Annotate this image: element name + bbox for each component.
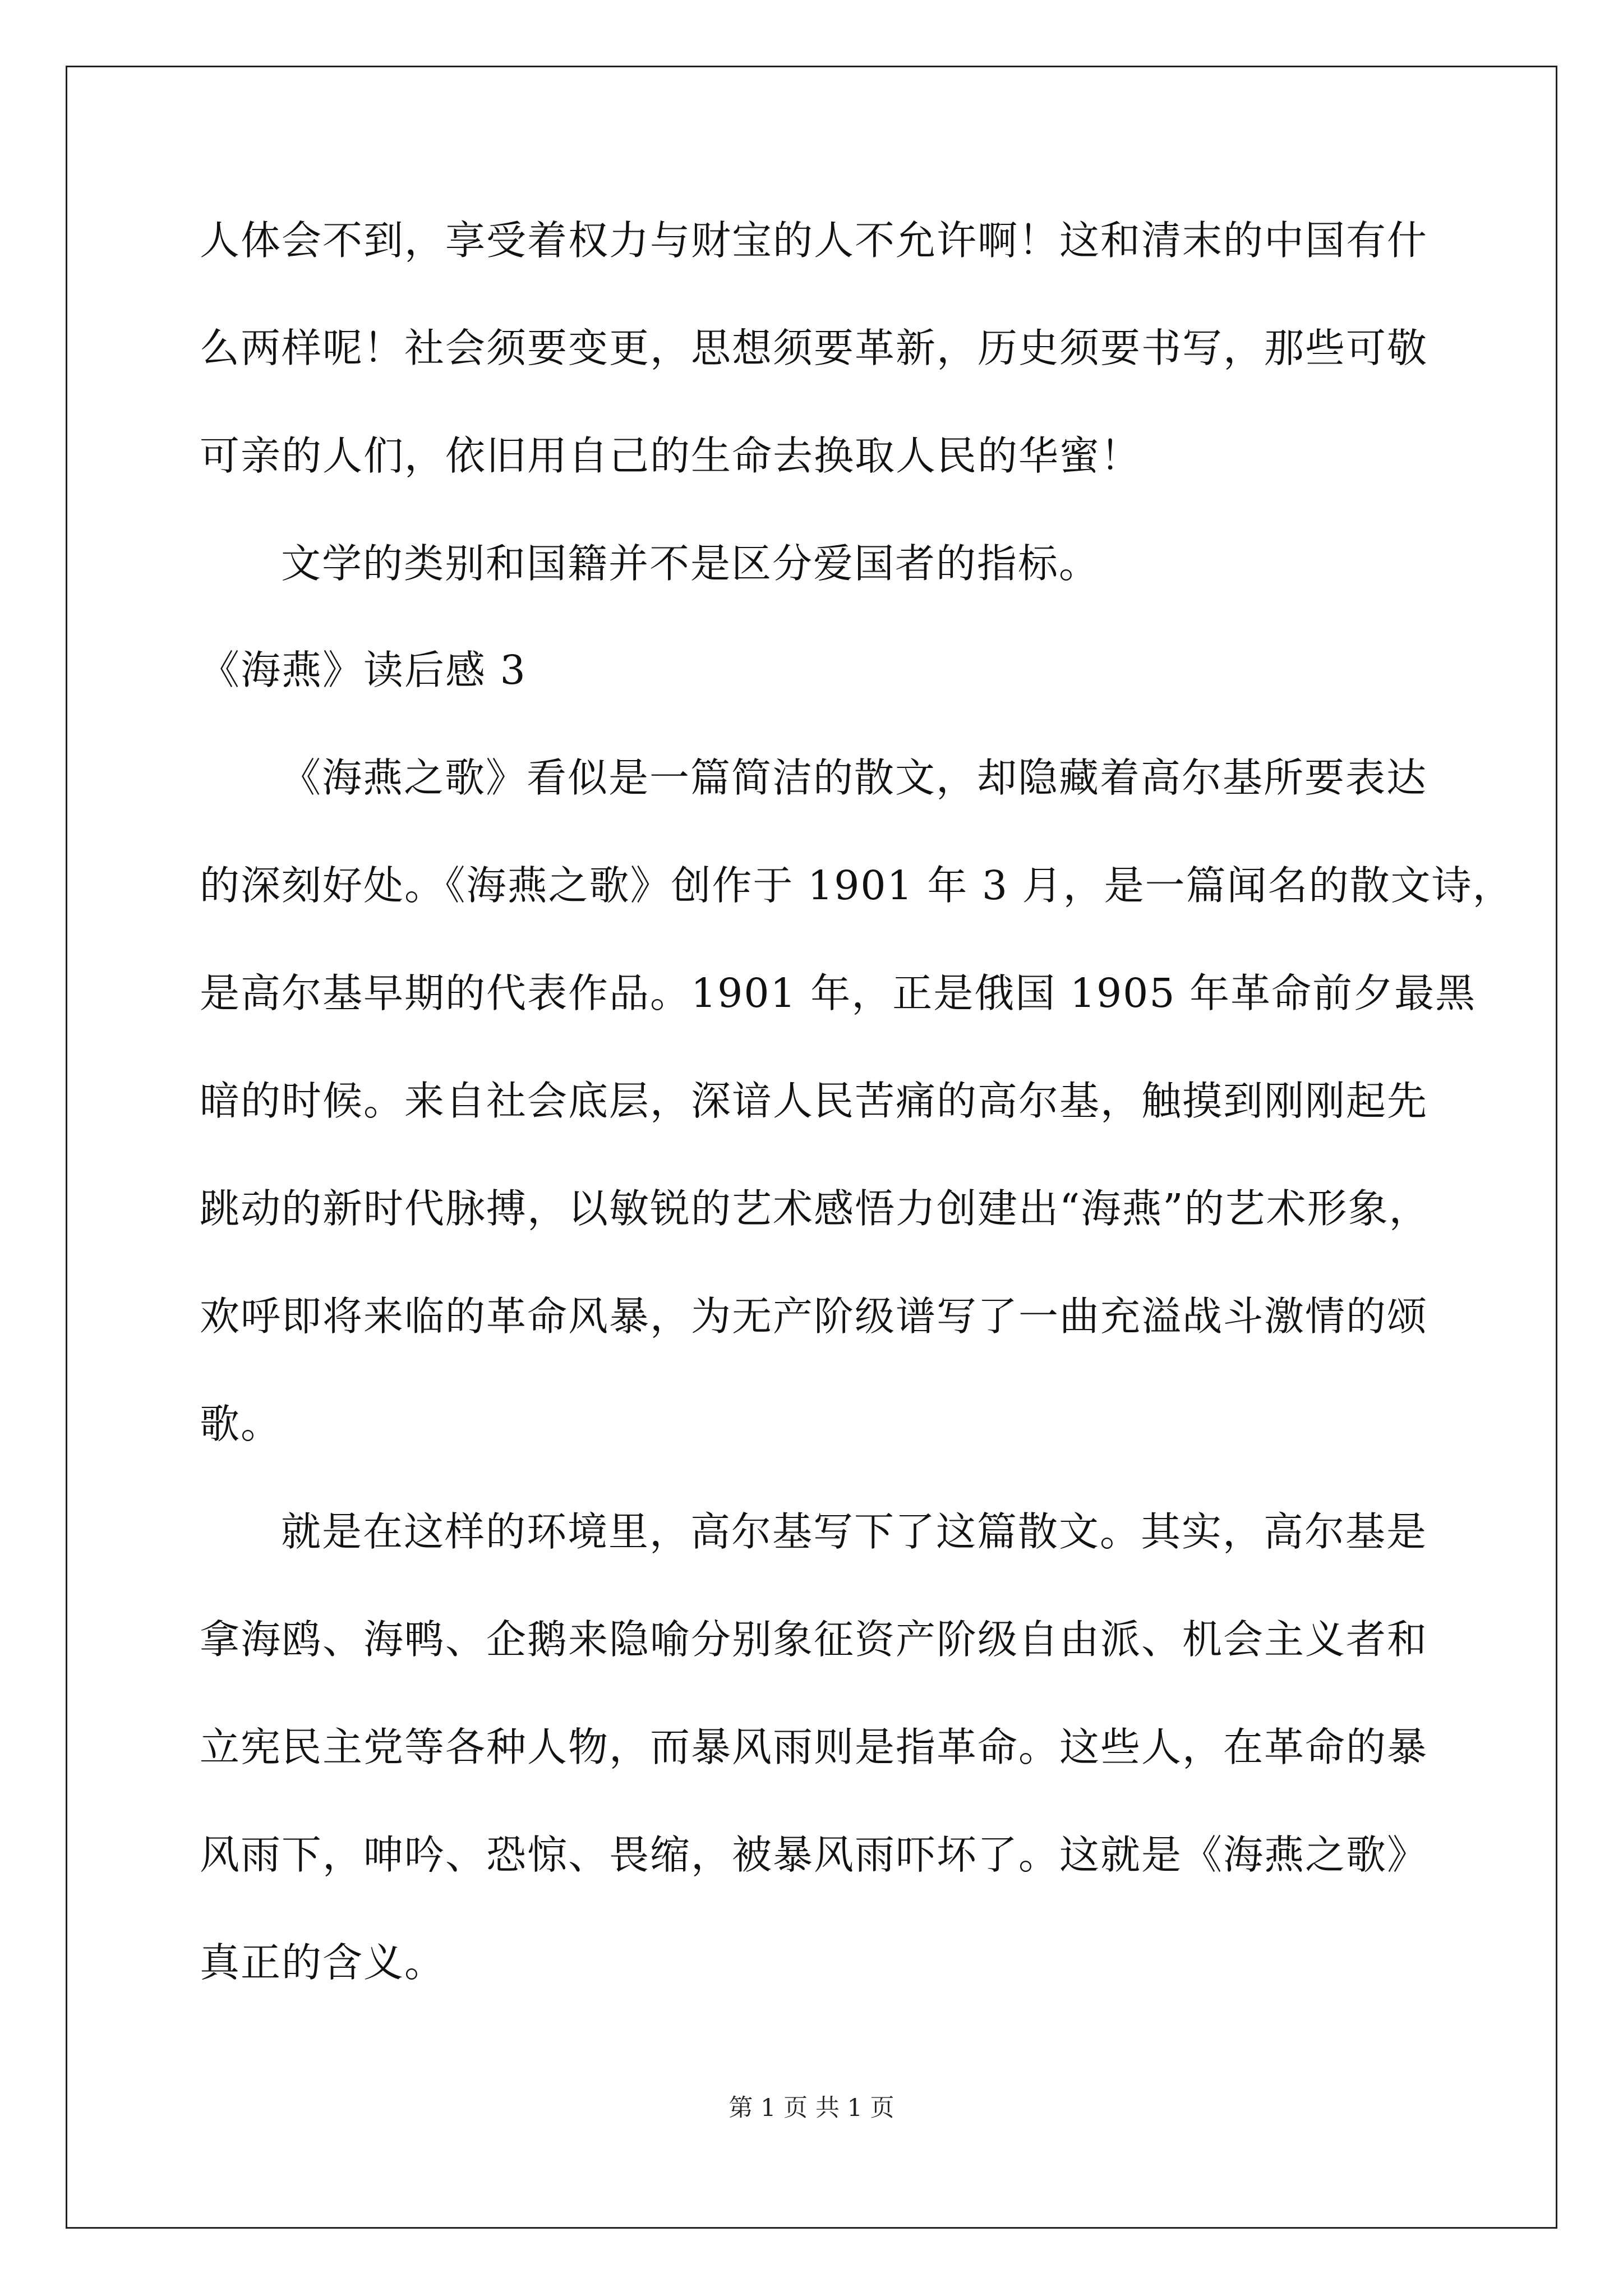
text-line: 拿海鸥、海鸭、企鹅来隐喻分别象征资产阶级自由派、机会主义者和 [200, 1616, 1428, 1663]
text-line: 人体会不到，享受着权力与财宝的人不允许啊！这和清末的中国有什 [200, 217, 1428, 264]
text-line: 跳动的新时代脉搏，以敏锐的艺术感悟力创建出“海燕”的艺术形象， [200, 1185, 1430, 1232]
page-footer: 第 1 页 共 1 页 [728, 2094, 895, 2122]
paragraph-first-line: 《海燕之歌》看似是一篇简洁的散文，却隐藏着高尔基所要表达 [281, 754, 1428, 801]
page-border [66, 66, 1557, 2229]
text-line: 风雨下，呻吟、恐惊、畏缩，被暴风雨吓坏了。这就是《海燕之歌》 [200, 1832, 1428, 1878]
text-line: 立宪民主党等各种人物，而暴风雨则是指革命。这些人，在革命的暴 [200, 1724, 1428, 1770]
paragraph-first-line: 文学的类别和国籍并不是区分爱国者的指标。 [281, 540, 1100, 587]
text-line: 么两样呢！社会须要变更，思想须要革新，历史须要书写，那些可敬 [200, 325, 1428, 371]
text-line: 是高尔基早期的代表作品。1901 年，正是俄国 1905 年革命前夕最黑 [200, 970, 1477, 1016]
text-line: 真正的含义。 [200, 1939, 446, 1986]
text-line: 歌。 [200, 1401, 282, 1447]
text-line: 可亲的人们，依旧用自己的生命去换取人民的华蜜！ [200, 432, 1142, 479]
text-line: 的深刻好处。《海燕之歌》创作于 1901 年 3 月，是一篇闻名的散文诗， [200, 862, 1514, 909]
text-line: 暗的时候。来自社会底层，深谙人民苦痛的高尔基，触摸到刚刚起先 [200, 1078, 1428, 1124]
section-heading: 《海燕》读后感 3 [200, 647, 527, 693]
paragraph-first-line: 就是在这样的环境里，高尔基写下了这篇散文。其实，高尔基是 [281, 1508, 1428, 1555]
text-line: 欢呼即将来临的革命风暴，为无产阶级谱写了一曲充溢战斗激情的颂 [200, 1293, 1428, 1340]
